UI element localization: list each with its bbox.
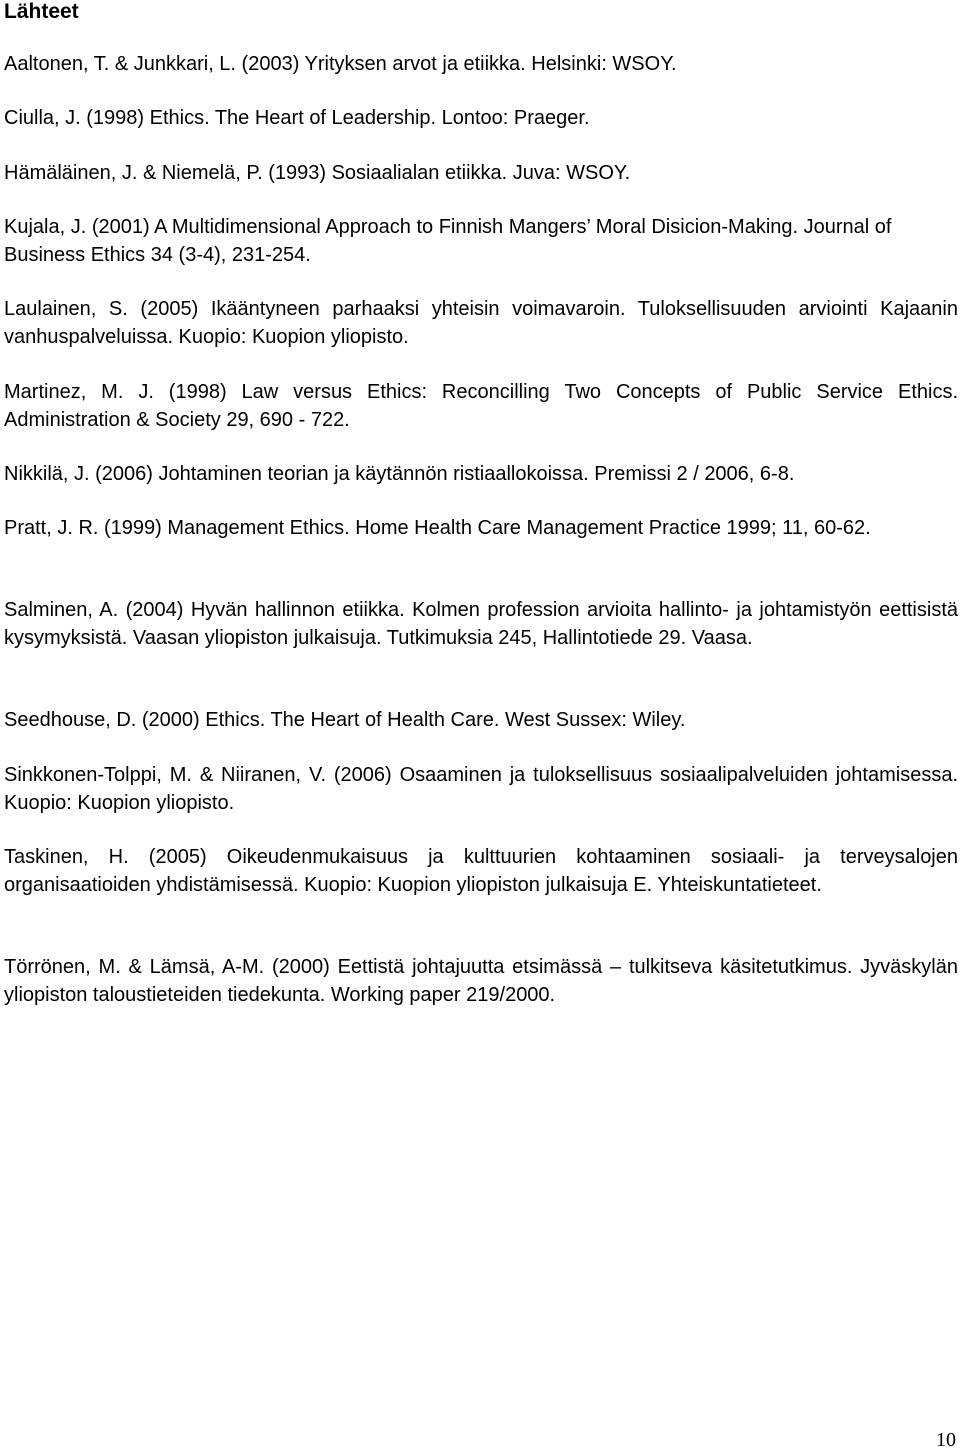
reference-item: Hämäläinen, J. & Niemelä, P. (1993) Sosiaalialan etiikka. Juva: WSOY. [4,162,631,184]
page-number: 10 [936,1429,956,1451]
reference-item: Pratt, J. R. (1999) Management Ethics. Home Health Care Management Practice 1999; 11, 60-62. [4,517,871,539]
reference-item: Kujala, J. (2001) A Multidimensional Approach to Finnish Mangers’ Moral Disicion-Making. Journal of Business Ethics 34 (3-4), 231-254. [4,216,892,266]
reference-item: Aaltonen, T. & Junkkari, L. (2003) Yrityksen arvot ja etiikka. Helsinki: WSOY. [4,53,677,75]
reference-item: Törrönen, M. & Lämsä, A-M. (2000) Eettistä johtajuutta etsimässä – tulkitseva käsitetutkimus. Jyväskylän yliopiston taloustieteiden tiedekunta. Working paper 219/2000. [4,956,958,1006]
reference-item: Martinez, M. J. (1998) Law versus Ethics: Reconcilling Two Concepts of Public Service Ethics. Administration & Society 29, 690 - 722. [4,381,958,431]
reference-item: Laulainen, S. (2005) Ikääntyneen parhaaksi yhteisin voimavaroin. Tuloksellisuuden arviointi Kajaanin vanhuspalveluissa. Kuopio: Kuopion yliopisto. [4,298,958,348]
reference-item: Sinkkonen-Tolppi, M. & Niiranen, V. (2006) Osaaminen ja tuloksellisuus sosiaalipalveluiden johtamisessa. Kuopio: Kuopion yliopisto. [4,764,958,814]
reference-item: Seedhouse, D. (2000) Ethics. The Heart of Health Care. West Sussex: Wiley. [4,709,686,731]
reference-item: Ciulla, J. (1998) Ethics. The Heart of Leadership. Lontoo: Praeger. [4,107,590,129]
reference-item: Taskinen, H. (2005) Oikeudenmukaisuus ja kulttuurien kohtaaminen sosiaali- ja terveysalojen organisaatioiden yhdistämisessä. Kuopio: Kuopion yliopiston julkaisuja E. Yhteiskuntatieteet. [4,846,958,896]
page-title: Lähteet [4,0,79,23]
reference-item: Salminen, A. (2004) Hyvän hallinnon etiikka. Kolmen profession arvioita hallinto- ja johtamistyön eettisistä kysymyksistä. Vaasan yliopiston julkaisuja. Tutkimuksia 245, Hallintotiede 29. Vaasa. [4,599,958,649]
reference-item: Nikkilä, J. (2006) Johtaminen teorian ja käytännön ristiaallokoissa. Premissi 2 / 2006, 6-8. [4,463,795,485]
